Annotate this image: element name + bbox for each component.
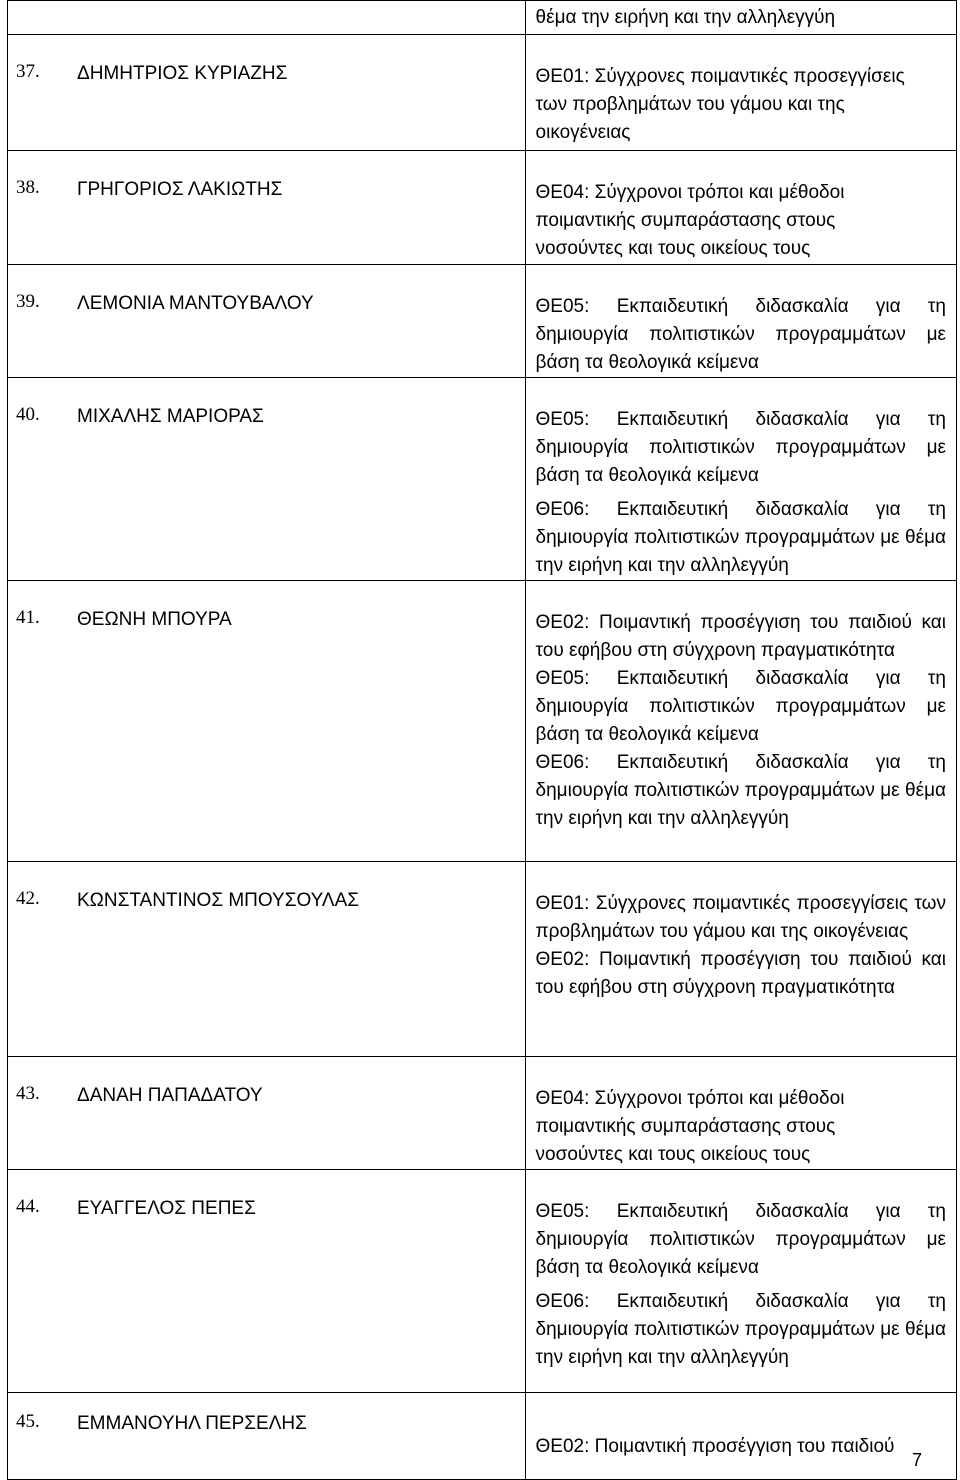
table-row: [8, 378, 957, 581]
table-row: [8, 862, 957, 1057]
row-number: 44.: [16, 1196, 40, 1217]
topic-cell: [525, 862, 956, 1057]
table-row: [8, 151, 957, 265]
page-number: 7: [911, 1450, 922, 1470]
table-row: [8, 1170, 957, 1393]
table-row: [8, 265, 957, 378]
person-name: ΕΜΜΑΝΟΥΗΛ ΠΕΡΣΕΛΗΣ: [77, 1413, 307, 1434]
topic-cell: [525, 378, 956, 581]
topic-text: ΘΕ02: Ποιμαντική προσέγγιση του παιδιού και του εφήβου στη σύγχρονη πραγματικότητα: [535, 612, 946, 661]
person-name: ΘΕΩΝΗ ΜΠΟΥΡΑ: [77, 609, 232, 630]
topic-cell: [525, 1170, 956, 1393]
name-cell: [8, 151, 526, 265]
topic-cell: [525, 151, 956, 265]
topic-text: ΘΕ06: Εκπαιδευτική διδασκαλία για τη δημιουργία πολιτιστικών προγραμμάτων με θέμα την ειρήνη και την αλληλεγγύη: [535, 752, 946, 829]
row-number: 45.: [16, 1411, 40, 1432]
topic-cell: [525, 35, 956, 151]
table-row: [8, 581, 957, 862]
table-row: [8, 1393, 957, 1480]
row-number: 37.: [16, 61, 40, 82]
name-cell: [8, 862, 526, 1057]
registry-table: [7, 0, 957, 1480]
name-cell: [8, 35, 526, 151]
table-row: [8, 1, 957, 35]
topic-text: ΘΕ04: Σύγχρονοι τρόποι και μέθοδοι ποιμαντικής συμπαράστασης στους νοσούντες και τους οικείους τους: [535, 182, 845, 259]
name-cell: [8, 1170, 526, 1393]
name-cell: [8, 581, 526, 862]
row-number: 43.: [16, 1083, 40, 1104]
topic-text: ΘΕ05: Εκπαιδευτική διδασκαλία για τη δημιουργία πολιτιστικών προγραμμάτων με βάση τα θεολογικά κείμενα: [535, 296, 946, 373]
topic-text: ΘΕ02: Ποιμαντική προσέγγιση του παιδιού: [535, 1436, 895, 1457]
topic-text: ΘΕ05: Εκπαιδευτική διδασκαλία για τη δημιουργία πολιτιστικών προγραμμάτων με βάση τα θεολογικά κείμενα: [535, 668, 946, 745]
person-name: ΚΩΝΣΤΑΝΤΙΝΟΣ ΜΠΟΥΣΟΥΛΑΣ: [77, 890, 360, 911]
topic-cell: [525, 265, 956, 378]
table-row: [8, 1057, 957, 1170]
topic-text: ΘΕ02: Ποιμαντική προσέγγιση του παιδιού και του εφήβου στη σύγχρονη πραγματικότητα: [535, 949, 946, 998]
row-number: 42.: [16, 888, 40, 909]
person-name: ΜΙΧΑΛΗΣ ΜΑΡΙΟΡΑΣ: [77, 406, 264, 427]
topic-text: ΘΕ05: Εκπαιδευτική διδασκαλία για τη δημιουργία πολιτιστικών προγραμμάτων με βάση τα θεολογικά κείμενα: [535, 409, 946, 486]
topic-text: ΘΕ05: Εκπαιδευτική διδασκαλία για τη δημιουργία πολιτιστικών προγραμμάτων με βάση τα θεολογικά κείμενα: [535, 1201, 946, 1278]
name-cell: [8, 1, 526, 35]
topic-text: ΘΕ06: Εκπαιδευτική διδασκαλία για τη δημιουργία πολιτιστικών προγραμμάτων με θέμα την ειρήνη και την αλληλεγγύη: [535, 1291, 946, 1368]
name-cell: [8, 1057, 526, 1170]
row-number: 39.: [16, 291, 40, 312]
topic-text: θέμα την ειρήνη και την αλληλεγγύη: [535, 7, 836, 28]
topic-cell: [525, 1393, 956, 1480]
topic-text: ΘΕ06: Εκπαιδευτική διδασκαλία για τη δημιουργία πολιτιστικών προγραμμάτων με θέμα την ειρήνη και την αλληλεγγύη: [535, 499, 946, 576]
table-row: [8, 35, 957, 151]
name-cell: [8, 378, 526, 581]
topic-cell: [525, 1057, 956, 1170]
person-name: ΛΕΜΟΝΙΑ ΜΑΝΤΟΥΒΑΛΟΥ: [77, 293, 314, 314]
row-number: 41.: [16, 607, 40, 628]
topic-cell: [525, 1, 956, 35]
name-cell: [8, 265, 526, 378]
name-cell: [8, 1393, 526, 1480]
topic-text: ΘΕ01: Σύγχρονες ποιμαντικές προσεγγίσεις των προβλημάτων του γάμου και της οικογένειας: [535, 66, 905, 143]
topic-text: ΘΕ01: Σύγχρονες ποιμαντικές προσεγγίσεις των προβλημάτων του γάμου και της οικογένειας: [535, 893, 946, 942]
row-number: 40.: [16, 404, 40, 425]
topic-cell: [525, 581, 956, 862]
topic-text: ΘΕ04: Σύγχρονοι τρόποι και μέθοδοι ποιμαντικής συμπαράστασης στους νοσούντες και τους οικείους τους: [535, 1088, 845, 1165]
person-name: ΕΥΑΓΓΕΛΟΣ ΠΕΠΕΣ: [77, 1198, 256, 1219]
person-name: ΔΑΝΑΗ ΠΑΠΑΔΑΤΟΥ: [77, 1085, 263, 1106]
row-number: 38.: [16, 177, 40, 198]
person-name: ΔΗΜΗΤΡΙΟΣ ΚΥΡΙΑΖΗΣ: [77, 63, 288, 84]
person-name: ΓΡΗΓΟΡΙΟΣ ΛΑΚΙΩΤΗΣ: [77, 179, 283, 200]
